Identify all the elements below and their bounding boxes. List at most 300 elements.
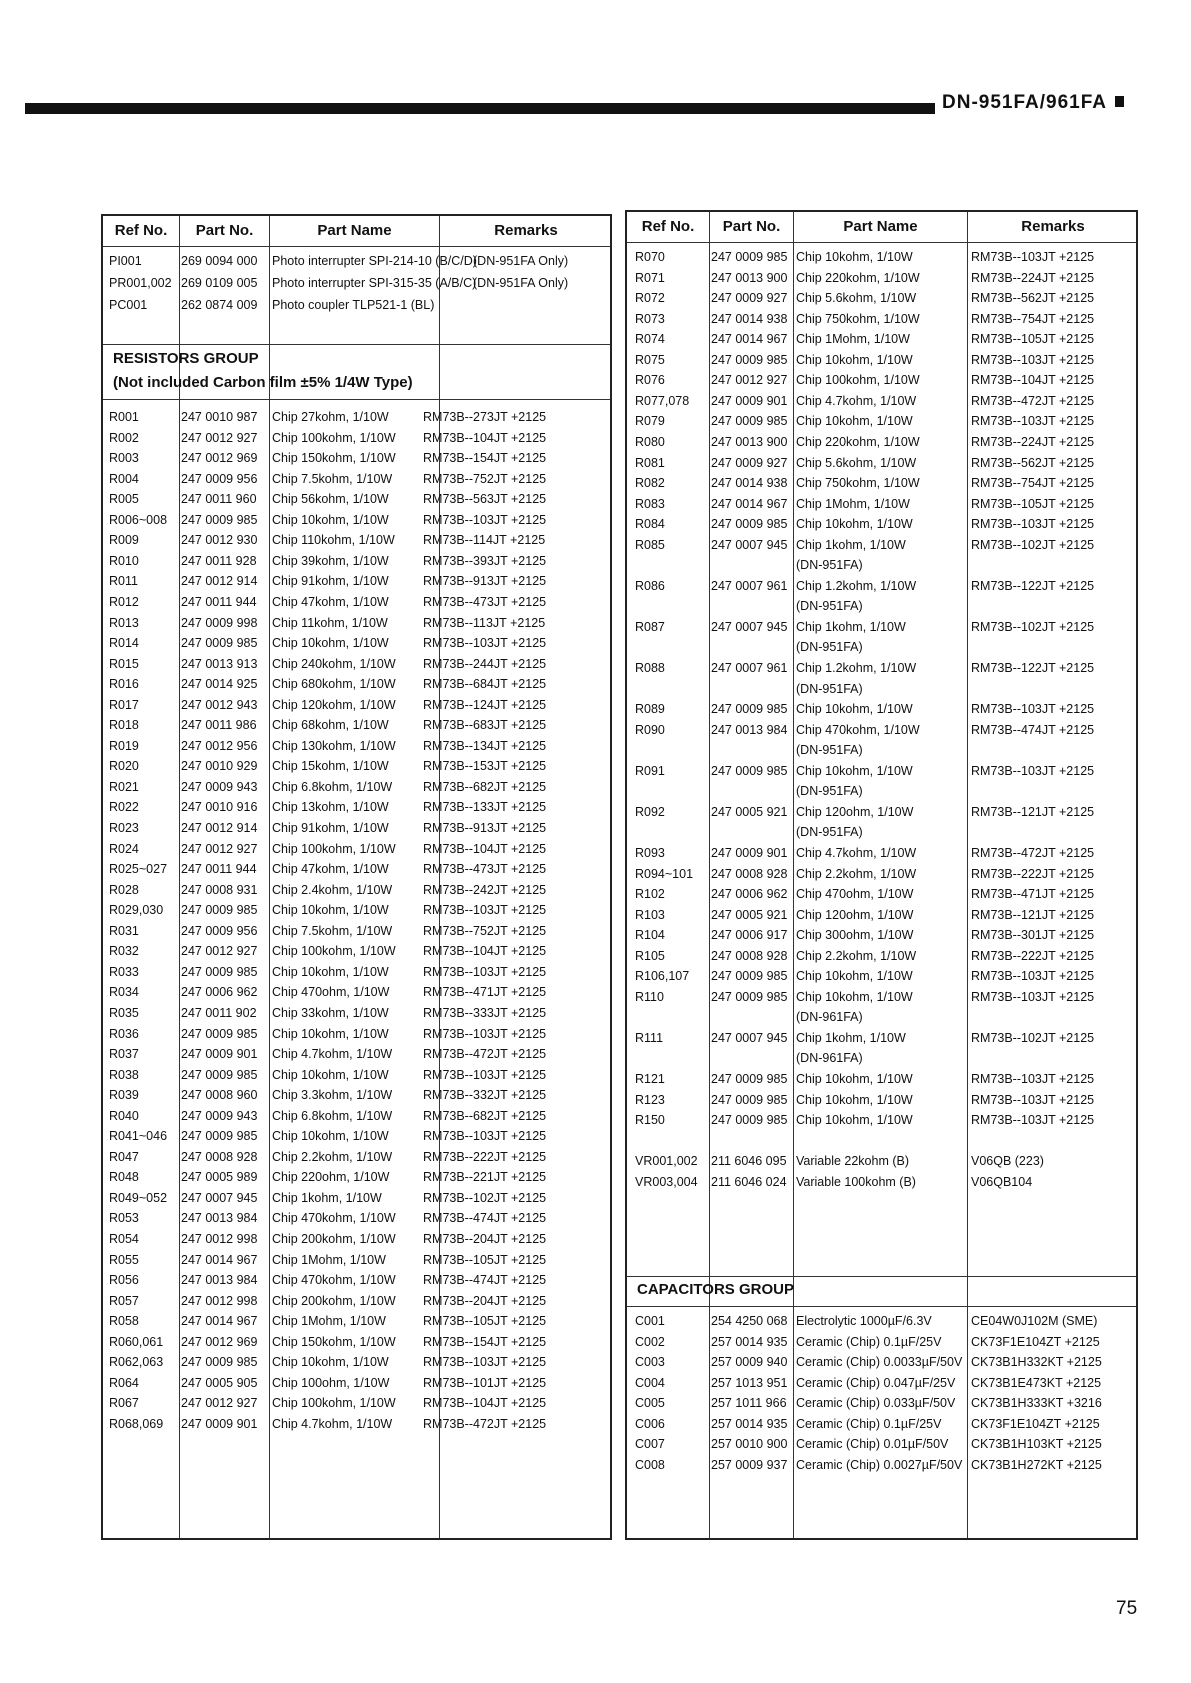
table-row xyxy=(103,1043,610,1065)
cell-ref: R010 xyxy=(109,553,139,568)
cell-name: Chip 470ohm, 1/10W xyxy=(796,887,914,902)
cell-remarks: RM73B--473JT +2125 xyxy=(423,594,547,609)
cell-name: Chip 10kohm, 1/10W xyxy=(796,763,913,778)
cell-part: 247 0012 927 xyxy=(181,1396,258,1411)
table-row xyxy=(103,961,610,983)
cell-remarks: RM73B--103JT +2125 xyxy=(423,1355,547,1370)
cell-remarks: RM73B--244JT +2125 xyxy=(423,656,547,671)
cell-ref: R058 xyxy=(109,1314,139,1329)
table-row xyxy=(103,899,610,921)
cell-name: Chip 750kohm, 1/10W xyxy=(796,476,920,491)
table-row xyxy=(627,780,1136,802)
cell-name: Chip 120ohm, 1/10W xyxy=(796,804,914,819)
col-header-name: Part Name xyxy=(317,222,392,239)
cell-part: 247 0005 905 xyxy=(181,1375,258,1390)
cell-remarks: RM73B--121JT +2125 xyxy=(971,907,1095,922)
cell-remarks: RM73B--103JT +2125 xyxy=(423,1067,547,1082)
cell-remarks: RM73B--562JT +2125 xyxy=(971,291,1095,306)
cell-part: 247 0007 961 xyxy=(711,578,788,593)
cell-name: Ceramic (Chip) 0.0027µF/50V xyxy=(796,1457,963,1472)
cell-part: 247 0009 985 xyxy=(711,763,788,778)
cell-part: 257 0009 940 xyxy=(711,1355,788,1370)
cell-name: (DN-951FA) xyxy=(796,640,863,655)
cell-remarks: V06QB (223) xyxy=(971,1154,1044,1169)
cell-ref: R077,078 xyxy=(635,393,690,408)
table-row xyxy=(627,349,1136,371)
table-row xyxy=(627,431,1136,453)
table-row xyxy=(103,1146,610,1168)
cell-ref: R039 xyxy=(109,1088,139,1103)
cell-ref: R016 xyxy=(109,677,139,692)
cell-name: Chip 200kohm, 1/10W xyxy=(272,1293,396,1308)
cell-remarks: RM73B--333JT +2125 xyxy=(423,1005,547,1020)
cell-remarks: RM73B--242JT +2125 xyxy=(423,882,547,897)
cell-ref: C001 xyxy=(635,1314,665,1328)
cell-part: 257 0009 937 xyxy=(711,1457,788,1472)
cell-ref: R067 xyxy=(109,1396,139,1411)
cell-part: 247 0007 961 xyxy=(711,661,788,675)
cell-name: Chip 10kohm, 1/10W xyxy=(796,352,913,367)
cell-ref: R019 xyxy=(109,738,139,753)
cell-remarks: RM73B--154JT +2125 xyxy=(423,1334,547,1349)
table-row xyxy=(627,1171,1136,1193)
cell-remarks: RM73B--204JT +2125 xyxy=(423,1293,547,1308)
table-row xyxy=(103,591,610,613)
table-row xyxy=(627,945,1136,967)
cell-part: 247 0012 956 xyxy=(181,738,258,753)
table-row xyxy=(103,879,610,901)
cell-remarks: RM73B--102JT +2125 xyxy=(971,537,1095,552)
cell-name: Chip 27kohm, 1/10W xyxy=(272,410,389,424)
table-row xyxy=(103,694,610,716)
table-row xyxy=(627,924,1136,946)
cell-part: 247 0012 927 xyxy=(711,373,788,388)
table-row xyxy=(627,308,1136,330)
table-row xyxy=(627,595,1136,617)
cell-part: 247 0007 945 xyxy=(711,619,788,634)
table-row xyxy=(103,488,610,510)
table-row xyxy=(103,920,610,942)
cell-name: Chip 10kohm, 1/10W xyxy=(796,1072,913,1086)
cell-remarks: RM73B--224JT +2125 xyxy=(971,434,1095,449)
cell-part: 247 0012 998 xyxy=(181,1232,258,1246)
cell-part: 247 0012 927 xyxy=(181,430,258,445)
cell-ref: R024 xyxy=(109,841,139,856)
cell-remarks: RM73B--754JT +2125 xyxy=(971,476,1095,491)
col-header-name: Part Name xyxy=(843,218,918,235)
cell-remarks: RM73B--102JT +2125 xyxy=(971,619,1095,634)
cell-part: 247 0014 925 xyxy=(181,677,258,692)
page-number: 75 xyxy=(1116,1598,1138,1619)
cell-name: Chip 10kohm, 1/10W xyxy=(796,989,913,1004)
cell-remarks: RM73B--104JT +2125 xyxy=(423,1396,547,1411)
cell-part: 247 0011 944 xyxy=(181,594,257,609)
table-row xyxy=(103,1392,610,1414)
cell-ref: R085 xyxy=(635,537,665,552)
table-row xyxy=(103,858,610,880)
cell-ref: R070 xyxy=(635,250,665,264)
cell-part: 247 0009 985 xyxy=(181,1067,258,1082)
cell-remarks: RM73B--154JT +2125 xyxy=(423,451,547,466)
cell-ref: R092 xyxy=(635,804,665,819)
cell-remarks: RM73B--121JT +2125 xyxy=(971,804,1095,819)
cell-name: Ceramic (Chip) 0.047µF/25V xyxy=(796,1375,956,1390)
cell-ref: R087 xyxy=(635,619,665,634)
cell-remarks: RM73B--332JT +2125 xyxy=(423,1088,547,1103)
table-row xyxy=(627,554,1136,576)
cell-name: Photo interrupter SPI-214-10 (B/C/D) xyxy=(272,254,477,268)
cell-ref: C003 xyxy=(635,1355,665,1370)
cell-part: 247 0014 967 xyxy=(711,496,788,511)
cell-part: 247 0009 985 xyxy=(711,969,788,984)
cell-ref: R037 xyxy=(109,1047,139,1062)
cell-part: 247 0012 930 xyxy=(181,533,258,548)
table-row xyxy=(627,1109,1136,1131)
cell-part: 247 0011 928 xyxy=(181,553,257,568)
table-row xyxy=(103,838,610,860)
cell-ref: R012 xyxy=(109,594,139,609)
cell-name: (DN-961FA) xyxy=(796,1010,863,1025)
cell-ref: R102 xyxy=(635,887,665,902)
table-row xyxy=(103,1269,610,1291)
cell-name: (DN-951FA) xyxy=(796,784,863,799)
cell-remarks: RM73B--103JT +2125 xyxy=(423,512,547,527)
cell-ref: R034 xyxy=(109,985,139,1000)
cell-name: Chip 470kohm, 1/10W xyxy=(272,1211,396,1226)
cell-part: 247 0009 901 xyxy=(181,1047,258,1062)
table-row xyxy=(627,657,1136,679)
cell-ref: R020 xyxy=(109,759,139,774)
cell-part: 247 0009 985 xyxy=(181,964,258,979)
cell-ref: R103 xyxy=(635,907,665,922)
table-row xyxy=(627,739,1136,761)
table-row xyxy=(627,636,1136,658)
cell-name: Chip 10kohm, 1/10W xyxy=(796,969,913,984)
cell-remarks: RM73B--301JT +2125 xyxy=(971,928,1095,943)
cell-name: Chip 100kohm, 1/10W xyxy=(272,1396,396,1411)
cell-part: 247 0010 987 xyxy=(181,410,258,424)
cell-ref: R068,069 xyxy=(109,1416,164,1431)
table-row xyxy=(103,776,610,798)
cell-name: Chip 4.7kohm, 1/10W xyxy=(272,1416,393,1431)
cell-name: Ceramic (Chip) 0.01µF/50V xyxy=(796,1437,949,1452)
table-row xyxy=(103,570,610,592)
cell-remarks: RM73B--683JT +2125 xyxy=(423,718,547,733)
table-row xyxy=(627,719,1136,741)
cell-remarks: RM73B--474JT +2125 xyxy=(423,1273,547,1288)
cell-remarks: RM73B--105JT +2125 xyxy=(971,496,1095,511)
cell-name: Chip 100ohm, 1/10W xyxy=(272,1375,390,1390)
cell-ref: R004 xyxy=(109,471,139,486)
table-row xyxy=(103,406,610,428)
table-row xyxy=(627,1454,1136,1476)
cell-remarks: RM73B--474JT +2125 xyxy=(423,1211,547,1226)
cell-ref: R036 xyxy=(109,1026,139,1041)
cell-part: 247 0005 921 xyxy=(711,804,788,819)
cell-part: 257 0010 900 xyxy=(711,1437,788,1452)
table-row xyxy=(103,1207,610,1229)
cell-name: Chip 240kohm, 1/10W xyxy=(272,656,396,671)
cell-ref: R040 xyxy=(109,1108,139,1123)
cell-remarks: RM73B--122JT +2125 xyxy=(971,661,1095,675)
cell-remarks: RM73B--114JT +2125 xyxy=(423,533,546,548)
table-row xyxy=(103,529,610,551)
cell-remarks: RM73B--473JT +2125 xyxy=(423,862,547,877)
cell-name: Chip 750kohm, 1/10W xyxy=(796,311,920,326)
cell-name: Chip 1Mohm, 1/10W xyxy=(272,1252,386,1267)
cell-ref: R093 xyxy=(635,845,665,860)
cell-name: Chip 91kohm, 1/10W xyxy=(272,821,389,835)
cell-ref: R074 xyxy=(635,332,665,347)
cell-ref: R150 xyxy=(635,1113,665,1128)
table-row xyxy=(627,863,1136,885)
table-row xyxy=(627,369,1136,391)
cell-part: 247 0013 984 xyxy=(181,1273,258,1288)
table-row xyxy=(103,673,610,695)
cell-remarks: RM73B--105JT +2125 xyxy=(971,332,1095,347)
cell-part: 247 0014 967 xyxy=(711,332,788,347)
col-header-part: Part No. xyxy=(195,222,254,239)
cell-remarks: RM73B--752JT +2125 xyxy=(423,471,547,486)
cell-name: Chip 91kohm, 1/10W xyxy=(272,574,389,589)
table-row xyxy=(103,612,610,634)
table-row xyxy=(627,1006,1136,1028)
cell-ref: R088 xyxy=(635,661,665,675)
col-header-remarks: Remarks xyxy=(494,222,558,239)
cell-name: Photo interrupter SPI-315-35 (A/B/C) xyxy=(272,276,477,290)
cell-part: 247 0009 985 xyxy=(711,250,788,264)
cell-name: Chip 4.7kohm, 1/10W xyxy=(796,845,917,860)
cell-ref: C007 xyxy=(635,1437,665,1452)
cell-name: Chip 10kohm, 1/10W xyxy=(796,517,913,532)
cell-name: Chip 2.2kohm, 1/10W xyxy=(796,948,917,963)
cell-ref: R009 xyxy=(109,533,139,548)
cell-ref: R002 xyxy=(109,430,139,445)
table-row xyxy=(627,1150,1136,1172)
cell-ref: R089 xyxy=(635,702,665,717)
cell-name: Chip 1kohm, 1/10W xyxy=(796,619,906,634)
cell-remarks: CK73F1E104ZT +2125 xyxy=(971,1334,1100,1349)
cell-ref: PC001 xyxy=(109,298,148,312)
cell-part: 247 0006 962 xyxy=(181,985,258,1000)
table-row xyxy=(103,632,610,654)
cell-remarks: RM73B--103JT +2125 xyxy=(971,1072,1095,1086)
cell-part: 247 0014 967 xyxy=(181,1314,258,1329)
cell-part: 247 0010 929 xyxy=(181,759,258,774)
cell-remarks: RM73B--471JT +2125 xyxy=(423,985,547,1000)
cell-name: Chip 100kohm, 1/10W xyxy=(272,430,396,445)
table-row xyxy=(103,250,610,272)
cell-ref: C004 xyxy=(635,1375,665,1390)
cell-remarks: RM73B--134JT +2125 xyxy=(423,738,547,753)
cell-part: 247 0009 956 xyxy=(181,923,258,938)
table-row xyxy=(103,1125,610,1147)
cell-ref: R072 xyxy=(635,291,665,306)
cell-name: Chip 220kohm, 1/10W xyxy=(796,270,920,285)
cell-ref: PR001,002 xyxy=(109,276,172,290)
cell-part: 247 0008 928 xyxy=(711,866,788,881)
header-square-mark xyxy=(1115,96,1124,107)
cell-name: Chip 150kohm, 1/10W xyxy=(272,1334,396,1349)
cell-remarks: RM73B--563JT +2125 xyxy=(423,492,547,507)
cell-part: 269 0109 005 xyxy=(181,276,258,290)
cell-part: 247 0012 969 xyxy=(181,451,258,466)
cell-part: 247 0009 985 xyxy=(711,1113,788,1128)
cell-remarks: RM73B--103JT +2125 xyxy=(971,352,1095,367)
cell-remarks: RM73B--913JT +2125 xyxy=(423,574,547,589)
cell-ref: R083 xyxy=(635,496,665,511)
cell-name: Chip 7.5kohm, 1/10W xyxy=(272,923,393,938)
table-row xyxy=(103,735,610,757)
cell-remarks: RM73B--754JT +2125 xyxy=(971,311,1095,326)
cell-ref: R005 xyxy=(109,492,139,507)
cell-ref: R076 xyxy=(635,373,665,388)
cell-ref: R038 xyxy=(109,1067,139,1082)
table-row xyxy=(627,801,1136,823)
cell-part: 247 0009 985 xyxy=(711,517,788,532)
table-row xyxy=(627,410,1136,432)
cell-name: Chip 6.8kohm, 1/10W xyxy=(272,779,393,794)
table-row xyxy=(103,1351,610,1373)
cell-ref: R054 xyxy=(109,1232,139,1246)
cell-part: 247 0009 943 xyxy=(181,779,258,794)
table-row xyxy=(627,1089,1136,1111)
cell-part: 247 0013 900 xyxy=(711,434,788,449)
table-row xyxy=(103,468,610,490)
col-header-part: Part No. xyxy=(722,218,781,235)
cell-name: (DN-951FA) xyxy=(796,743,863,758)
cell-part: 247 0013 984 xyxy=(711,722,788,737)
table-row xyxy=(627,698,1136,720)
cell-name: Chip 1.2kohm, 1/10W xyxy=(796,578,917,593)
cell-name: Ceramic (Chip) 0.1µF/25V xyxy=(796,1416,942,1431)
col-header-ref: Ref No. xyxy=(114,222,168,239)
right-parts-table xyxy=(625,210,1138,1540)
table-row xyxy=(103,755,610,777)
cell-ref: R079 xyxy=(635,414,665,429)
cell-name: (DN-951FA) xyxy=(796,681,863,696)
cell-name: Chip 10kohm, 1/10W xyxy=(272,903,389,918)
cell-ref: R071 xyxy=(635,270,665,285)
cell-part: 247 0013 984 xyxy=(181,1211,258,1226)
cell-ref: R048 xyxy=(109,1170,139,1185)
cell-name: Chip 1.2kohm, 1/10W xyxy=(796,661,917,675)
table-row xyxy=(103,447,610,469)
table-row xyxy=(627,267,1136,289)
table-row xyxy=(103,796,610,818)
cell-name: Chip 2.2kohm, 1/10W xyxy=(272,1149,393,1164)
cell-name: Chip 100kohm, 1/10W xyxy=(272,841,396,856)
cell-remarks: RM73B--122JT +2125 xyxy=(971,578,1095,593)
cell-name: Chip 470ohm, 1/10W xyxy=(272,985,390,1000)
table-row xyxy=(627,575,1136,597)
table-row xyxy=(103,981,610,1003)
cell-name: Chip 13kohm, 1/10W xyxy=(272,800,389,815)
cell-remarks: RM73B--103JT +2125 xyxy=(971,1092,1095,1107)
cell-name: Chip 10kohm, 1/10W xyxy=(796,1113,913,1128)
cell-part: 247 0008 928 xyxy=(711,948,788,963)
cell-remarks: RM73B--101JT +2125 xyxy=(423,1375,547,1390)
cell-name: (DN-951FA) xyxy=(796,558,863,573)
cell-ref: R047 xyxy=(109,1149,139,1164)
cell-ref: R082 xyxy=(635,476,665,491)
cell-ref: R084 xyxy=(635,517,665,532)
table-row xyxy=(627,1351,1136,1373)
cell-remarks: RM73B--113JT +2125 xyxy=(423,615,546,630)
cell-name: Chip 10kohm, 1/10W xyxy=(272,1129,389,1144)
cell-name: Chip 15kohm, 1/10W xyxy=(272,759,389,774)
cell-part: 247 0012 969 xyxy=(181,1334,258,1349)
cell-remarks: RM73B--222JT +2125 xyxy=(971,866,1095,881)
cell-ref: R055 xyxy=(109,1252,139,1267)
table-row xyxy=(627,493,1136,515)
table-row xyxy=(627,1331,1136,1353)
table-row xyxy=(103,1413,610,1435)
cell-name: Chip 10kohm, 1/10W xyxy=(796,702,913,717)
cell-name: Chip 2.4kohm, 1/10W xyxy=(272,882,393,897)
table-row xyxy=(103,509,610,531)
cell-remarks: RM73B--104JT +2125 xyxy=(971,373,1095,388)
cell-name: Chip 220kohm, 1/10W xyxy=(796,434,920,449)
cell-ref: R081 xyxy=(635,455,665,470)
cell-ref: R062,063 xyxy=(109,1355,164,1370)
table-row xyxy=(627,1310,1136,1332)
cell-name: Chip 39kohm, 1/10W xyxy=(272,553,389,568)
cell-remarks: RM73B--103JT +2125 xyxy=(971,1113,1095,1128)
cell-part: 257 0014 935 xyxy=(711,1416,788,1431)
cell-remarks: RM73B--103JT +2125 xyxy=(971,989,1095,1004)
table-row xyxy=(627,842,1136,864)
cell-name: Chip 4.7kohm, 1/10W xyxy=(272,1047,393,1062)
cell-part: 247 0009 985 xyxy=(181,1129,258,1144)
cell-remarks: RM73B--684JT +2125 xyxy=(423,677,547,692)
cell-ref: R080 xyxy=(635,434,665,449)
cell-name: Chip 110kohm, 1/10W xyxy=(272,533,395,548)
table-row xyxy=(627,1130,1136,1152)
cell-remarks: CE04W0J102M (SME) xyxy=(971,1314,1098,1328)
cell-remarks: RM73B--103JT +2125 xyxy=(423,1129,547,1144)
table-row xyxy=(103,1228,610,1250)
cell-part: 247 0009 985 xyxy=(181,1355,258,1370)
cell-name: Chip 10kohm, 1/10W xyxy=(796,414,913,429)
table-row xyxy=(103,1166,610,1188)
cell-name: Chip 470kohm, 1/10W xyxy=(796,722,920,737)
table-row xyxy=(627,513,1136,535)
cell-ref: PI001 xyxy=(109,254,142,268)
table-row xyxy=(627,965,1136,987)
cell-part: 247 0013 913 xyxy=(181,656,258,671)
table-row xyxy=(627,904,1136,926)
cell-part: 247 0013 900 xyxy=(711,270,788,285)
cell-ref: R013 xyxy=(109,615,139,630)
cell-part: 247 0009 901 xyxy=(181,1416,258,1431)
cell-part: 211 6046 095 xyxy=(711,1154,787,1169)
cell-name: Chip 470kohm, 1/10W xyxy=(272,1273,396,1288)
table-row xyxy=(103,940,610,962)
cell-remarks: RM73B--102JT +2125 xyxy=(423,1190,547,1205)
cell-part: 257 0014 935 xyxy=(711,1334,788,1349)
table-row xyxy=(627,821,1136,843)
cell-ref: R075 xyxy=(635,352,665,367)
cell-part: 247 0009 985 xyxy=(711,702,788,717)
cell-ref: R094~101 xyxy=(635,866,694,881)
table-row xyxy=(103,1310,610,1332)
cell-remarks: RM73B--104JT +2125 xyxy=(423,841,547,856)
cell-part: 247 0009 901 xyxy=(711,845,788,860)
cell-ref: R053 xyxy=(109,1211,139,1226)
cell-ref: R033 xyxy=(109,964,139,979)
cell-remarks: RM73B--153JT +2125 xyxy=(423,759,547,774)
